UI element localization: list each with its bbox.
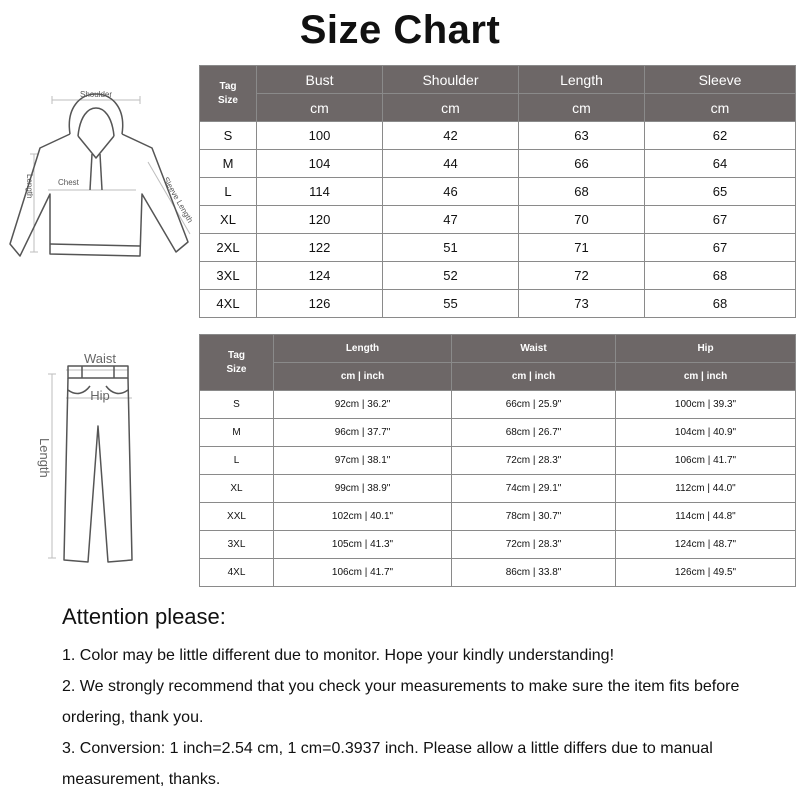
- value-cell: 104: [257, 150, 383, 178]
- size-cell: 2XL: [200, 234, 257, 262]
- value-cell: 99cm | 38.9": [274, 475, 452, 503]
- value-cell: 68: [519, 178, 645, 206]
- size-cell: 3XL: [200, 262, 257, 290]
- value-cell: 120: [257, 206, 383, 234]
- pants-length-label: Length: [37, 438, 52, 478]
- tag-header-text: Tag: [219, 80, 237, 92]
- sleeve-length-label: Sleeve Length: [161, 175, 195, 225]
- value-cell: 72cm | 28.3": [452, 447, 616, 475]
- hip-label: Hip: [90, 388, 110, 403]
- value-cell: 68cm | 26.7": [452, 419, 616, 447]
- size-cell: XL: [200, 206, 257, 234]
- unit-row: [200, 94, 796, 122]
- value-cell: 66cm | 25.9": [452, 391, 616, 419]
- value-cell: 67: [645, 206, 796, 234]
- table-row: [200, 531, 796, 559]
- size-cell: S: [200, 391, 274, 419]
- chest-label: Chest: [58, 178, 79, 187]
- value-cell: 44: [383, 150, 519, 178]
- unit-header: cm | inch: [616, 363, 796, 391]
- tag-size-header: [200, 335, 274, 391]
- size-cell: L: [200, 178, 257, 206]
- value-cell: 105cm | 41.3": [274, 531, 452, 559]
- value-cell: 100: [257, 122, 383, 150]
- attention-notes: [62, 640, 762, 795]
- table-row: [200, 178, 796, 206]
- value-cell: 68: [645, 290, 796, 318]
- tag-header-text: Size: [217, 94, 238, 106]
- table-row: [200, 419, 796, 447]
- unit-header: cm: [257, 94, 383, 122]
- unit-header: cm: [645, 94, 796, 122]
- table-row: [200, 262, 796, 290]
- page-title: Size Chart: [299, 8, 501, 52]
- tag-size-header: [200, 66, 257, 122]
- value-cell: 112cm | 44.0": [616, 475, 796, 503]
- size-cell: M: [200, 419, 274, 447]
- value-cell: 114cm | 44.8": [616, 503, 796, 531]
- note-item: 1. Color may be little different due to monitor. Hope your kindly understanding!: [62, 647, 615, 664]
- value-cell: 100cm | 39.3": [616, 391, 796, 419]
- value-cell: 74cm | 29.1": [452, 475, 616, 503]
- table-row: [200, 122, 796, 150]
- header-row: [200, 66, 796, 94]
- size-cell: M: [200, 150, 257, 178]
- unit-header: cm: [383, 94, 519, 122]
- value-cell: 70: [519, 206, 645, 234]
- table-row: [200, 150, 796, 178]
- column-header: Length: [519, 66, 645, 94]
- column-header: Length: [274, 335, 452, 363]
- value-cell: 47: [383, 206, 519, 234]
- tag-header-text: Size: [226, 363, 247, 375]
- column-header: Shoulder: [383, 66, 519, 94]
- table-row: [200, 234, 796, 262]
- value-cell: 97cm | 38.1": [274, 447, 452, 475]
- value-cell: 92cm | 36.2": [274, 391, 452, 419]
- value-cell: 114: [257, 178, 383, 206]
- shoulder-label: Shoulder: [79, 90, 113, 99]
- table-row: [200, 503, 796, 531]
- unit-header: cm | inch: [452, 363, 616, 391]
- table-row: [200, 447, 796, 475]
- value-cell: 66: [519, 150, 645, 178]
- column-header: Waist: [452, 335, 616, 363]
- attention-heading: Attention please:: [62, 604, 226, 629]
- size-cell: L: [200, 447, 274, 475]
- value-cell: 124cm | 48.7": [616, 531, 796, 559]
- value-cell: 126: [257, 290, 383, 318]
- value-cell: 86cm | 33.8": [452, 559, 616, 587]
- pants-illustration: [36, 346, 156, 568]
- column-header: Hip: [616, 335, 796, 363]
- hoodie-illustration: [0, 84, 198, 268]
- value-cell: 104cm | 40.9": [616, 419, 796, 447]
- value-cell: 78cm | 30.7": [452, 503, 616, 531]
- size-cell: 3XL: [200, 531, 274, 559]
- header-row: [200, 335, 796, 363]
- value-cell: 62: [645, 122, 796, 150]
- value-cell: 51: [383, 234, 519, 262]
- column-header: Bust: [257, 66, 383, 94]
- value-cell: 55: [383, 290, 519, 318]
- value-cell: 68: [645, 262, 796, 290]
- size-cell: 4XL: [200, 290, 257, 318]
- size-cell: XL: [200, 475, 274, 503]
- value-cell: 46: [383, 178, 519, 206]
- length-label: Length: [25, 174, 34, 199]
- value-cell: 42: [383, 122, 519, 150]
- unit-header: cm | inch: [274, 363, 452, 391]
- table-row: [200, 391, 796, 419]
- size-cell: XXL: [200, 503, 274, 531]
- unit-header: cm: [519, 94, 645, 122]
- value-cell: 73: [519, 290, 645, 318]
- note-item: 3. Conversion: 1 inch=2.54 cm, 1 cm=0.3937 inch. Please allow a little differs due to manual measurement, thanks.: [62, 740, 713, 788]
- value-cell: 72: [519, 262, 645, 290]
- waist-label: Waist: [83, 351, 117, 366]
- table-row: [200, 559, 796, 587]
- value-cell: 52: [383, 262, 519, 290]
- value-cell: 106cm | 41.7": [274, 559, 452, 587]
- value-cell: 63: [519, 122, 645, 150]
- pants-size-table: [199, 334, 796, 587]
- table-row: [200, 475, 796, 503]
- value-cell: 67: [645, 234, 796, 262]
- hoodie-size-table: [199, 65, 796, 318]
- table-row: [200, 290, 796, 318]
- value-cell: 71: [519, 234, 645, 262]
- note-item: 2. We strongly recommend that you check your measurements to make sure the item fits before ordering, thank you.: [62, 678, 740, 726]
- tag-header-text: Tag: [227, 349, 246, 361]
- size-cell: S: [200, 122, 257, 150]
- value-cell: 102cm | 40.1": [274, 503, 452, 531]
- unit-row: [200, 363, 796, 391]
- size-cell: 4XL: [200, 559, 274, 587]
- value-cell: 65: [645, 178, 796, 206]
- value-cell: 124: [257, 262, 383, 290]
- column-header: Sleeve: [645, 66, 796, 94]
- value-cell: 64: [645, 150, 796, 178]
- value-cell: 96cm | 37.7": [274, 419, 452, 447]
- value-cell: 126cm | 49.5": [616, 559, 796, 587]
- value-cell: 106cm | 41.7": [616, 447, 796, 475]
- table-row: [200, 206, 796, 234]
- value-cell: 122: [257, 234, 383, 262]
- value-cell: 72cm | 28.3": [452, 531, 616, 559]
